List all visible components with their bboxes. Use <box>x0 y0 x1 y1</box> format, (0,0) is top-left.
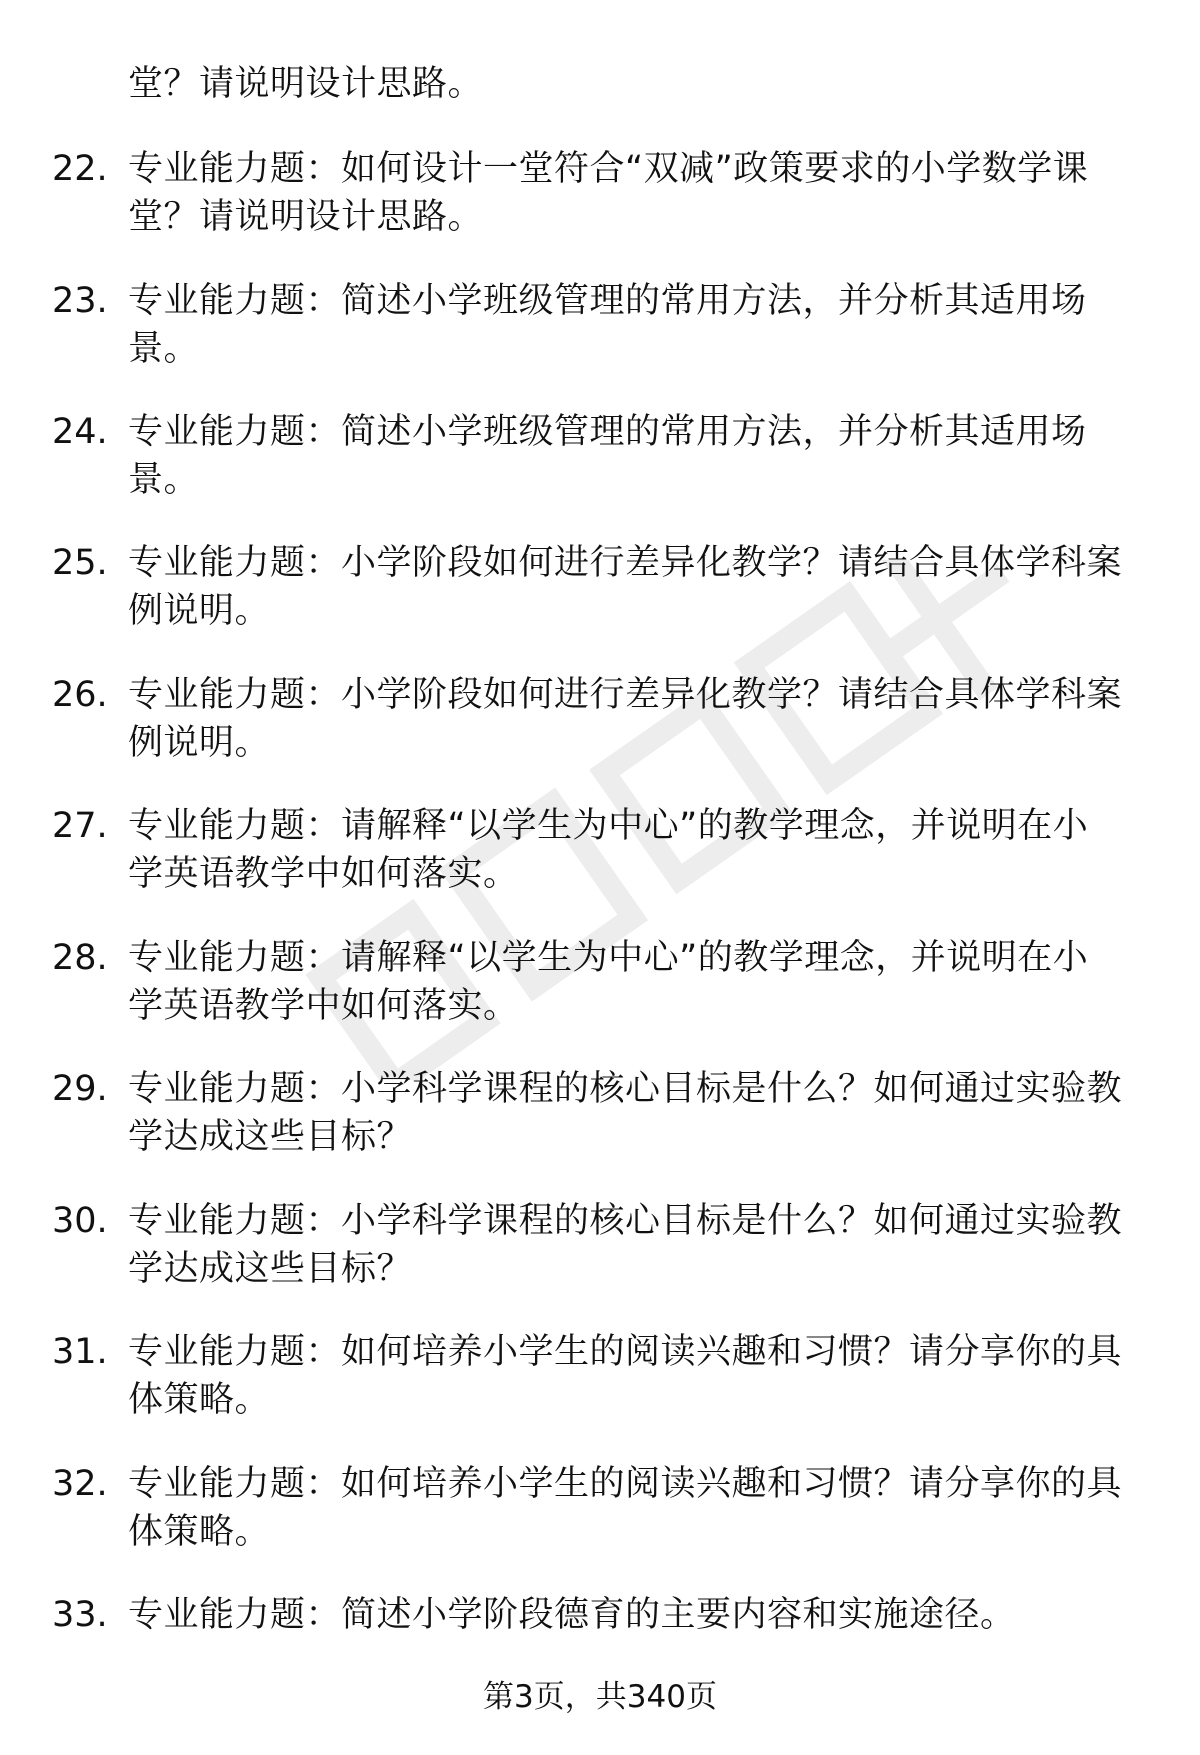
item-line: 学达成这些目标？ <box>128 1117 413 1157</box>
item-text <box>128 934 1140 1030</box>
item-line: 堂？请说明设计思路。 <box>128 197 484 237</box>
item-number: 30. <box>52 1201 108 1241</box>
item-line: 专业能力题：小学科学课程的核心目标是什么？如何通过实验教 <box>128 1201 1123 1241</box>
item-line: 专业能力题：如何设计一堂符合“双减”政策要求的小学数学课 <box>128 149 1089 189</box>
item-line: 例说明。 <box>128 723 271 763</box>
item-text <box>128 277 1140 373</box>
item-line: 学达成这些目标？ <box>128 1249 413 1289</box>
item-number: 33. <box>52 1595 108 1635</box>
item-text <box>128 145 1140 241</box>
item-line: 专业能力题：小学阶段如何进行差异化教学？请结合具体学科案 <box>128 543 1123 583</box>
item-text <box>128 671 1140 767</box>
item-line: 专业能力题：请解释“以学生为中心”的教学理念，并说明在小 <box>128 806 1089 846</box>
item-text <box>128 1460 1140 1556</box>
item-text <box>128 802 1140 898</box>
item-text <box>128 1065 1140 1161</box>
item-line: 学英语教学中如何落实。 <box>128 854 519 894</box>
item-number: 24. <box>52 412 108 452</box>
item-text <box>128 1328 1140 1424</box>
item-line: 体策略。 <box>128 1512 271 1552</box>
page-number: 第3页，共340页 <box>483 1679 717 1715</box>
item-line: 专业能力题：小学阶段如何进行差异化教学？请结合具体学科案 <box>128 675 1123 715</box>
item-number: 26. <box>52 675 108 715</box>
item-text <box>128 408 1140 504</box>
item-number: 27. <box>52 806 108 846</box>
item-line: 学英语教学中如何落实。 <box>128 986 519 1026</box>
item-number: 29. <box>52 1069 108 1109</box>
item-line: 例说明。 <box>128 591 271 631</box>
item-text <box>128 1197 1140 1293</box>
item-line: 专业能力题：简述小学班级管理的常用方法，并分析其适用场 <box>128 281 1087 321</box>
item-line: 专业能力题：小学科学课程的核心目标是什么？如何通过实验教 <box>128 1069 1123 1109</box>
item-line: 专业能力题：请解释“以学生为中心”的教学理念，并说明在小 <box>128 938 1089 978</box>
item-number: 32. <box>52 1464 108 1504</box>
item-text <box>128 539 1140 635</box>
item-line: 景。 <box>128 460 200 500</box>
item-number: 28. <box>52 938 108 978</box>
item-number: 22. <box>52 149 108 189</box>
item-line: 专业能力题：简述小学阶段德育的主要内容和实施途径。 <box>128 1595 1016 1635</box>
item-line: 专业能力题：如何培养小学生的阅读兴趣和习惯？请分享你的具 <box>128 1464 1123 1504</box>
item-number: 23. <box>52 281 108 321</box>
item-line: 体策略。 <box>128 1380 271 1420</box>
item-text <box>128 1591 1140 1639</box>
item-line: 景。 <box>128 329 200 369</box>
item-number: 31. <box>52 1332 108 1372</box>
continued-text: 堂？请说明设计思路。 <box>128 64 484 104</box>
item-line: 专业能力题：简述小学班级管理的常用方法，并分析其适用场 <box>128 412 1087 452</box>
item-number: 25. <box>52 543 108 583</box>
item-line: 专业能力题：如何培养小学生的阅读兴趣和习惯？请分享你的具 <box>128 1332 1123 1372</box>
